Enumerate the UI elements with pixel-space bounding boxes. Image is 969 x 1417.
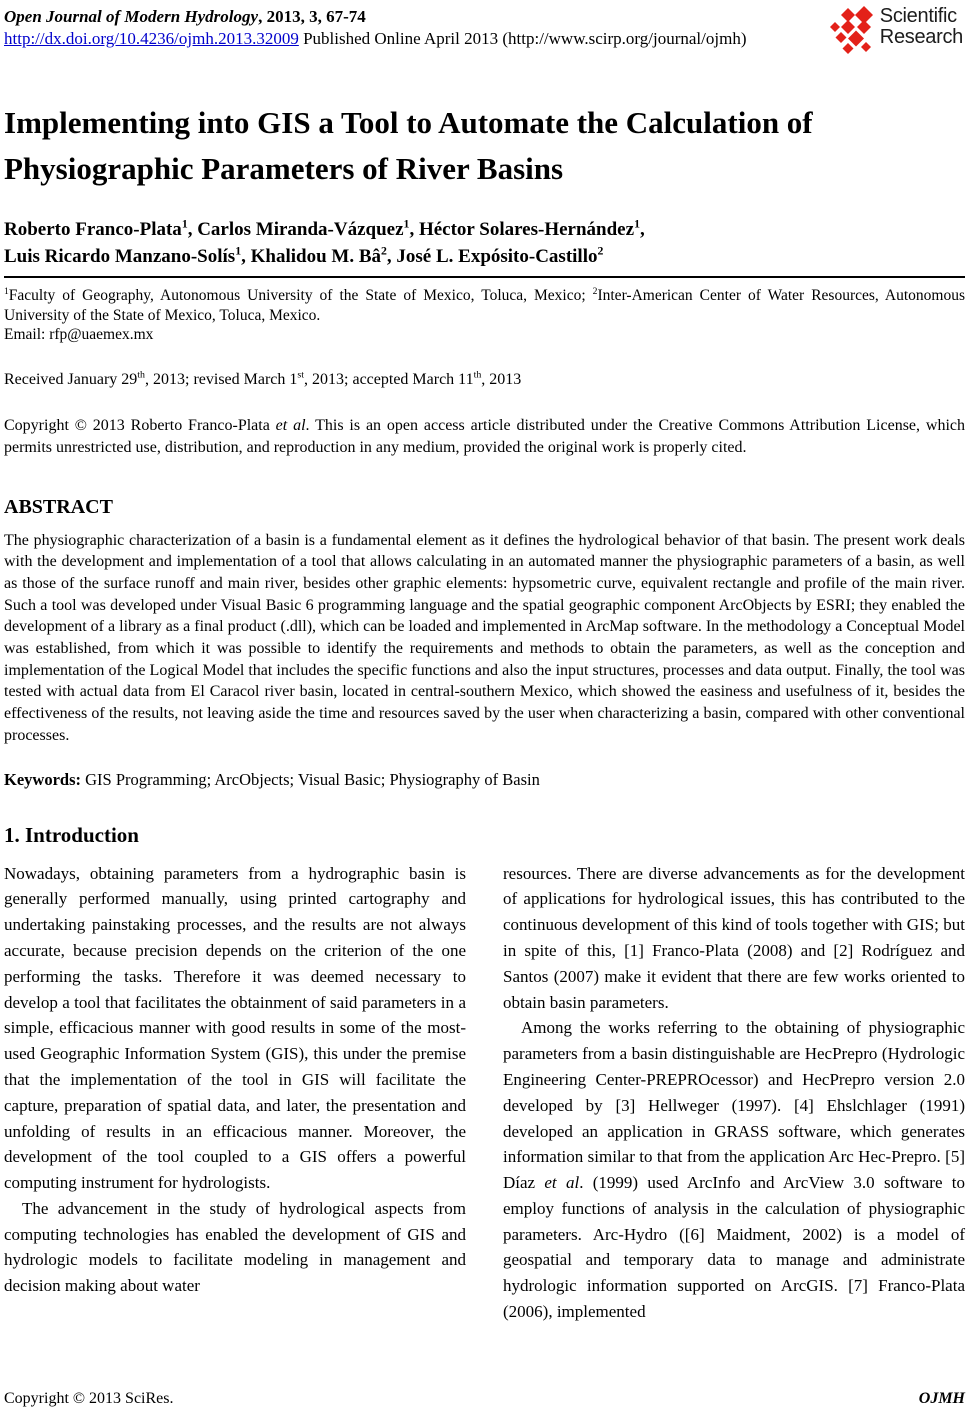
column-right	[503, 861, 965, 1325]
doi-link[interactable]: http://dx.doi.org/10.4236/ojmh.2013.32009	[4, 29, 299, 48]
email-line: Email: rfp@uaemex.mx	[4, 326, 154, 343]
intro-paragraph-2: The advancement in the study of hydrological aspects from computing technologies has enabled the development of GIS and hydrologic models to facilitate modeling in management and decision making about water	[4, 1198, 466, 1296]
authors	[4, 216, 965, 270]
keywords-text: GIS Programming; ArcObjects; Visual Basic; Physiography of Basin	[81, 769, 540, 789]
affiliations: $^1$Faculty of Geography, Autonomous University of the State of Mexico, Toluca, Mexico; $^2$Inter-American Center of Water Resources, Autonomous University of the State of Mexico, Toluca, Mexico.	[4, 285, 966, 324]
received-dates: Received January 29th, 2013; revised March 1st, 2013; accepted March 11th, 2013	[4, 369, 522, 388]
published-line	[4, 28, 746, 50]
column-left	[4, 861, 466, 1325]
published-online-text: Published Online April 2013 (http://www.scirp.org/journal/ojmh)	[298, 29, 747, 48]
authors-line-1: Roberto Franco-Plata$^1$, Carlos Miranda-Vázquez$^1$, Héctor Solares-Hernández$^1$,	[4, 217, 645, 240]
intro-paragraph-4: Among the works referring to the obtaining of physiographic parameters from a basin distinguishable are HecPrepro (Hydrologic Engineering Center-PREPROcessor) and HecPrepro version 2.0 developed by [3] Hellweger (1997). [4] Ehslchlager (1991) developed an application in GRASS software, which generates information similar to that from the application Arc Hec-Prepro. [5] Díaz et al. (1999) used ArcInfo and ArcView 3.0 software to employ functions of analysis in the calculation of physiographic parameters. Arc-Hydro ([6] Maidment, 2002) is a model of geospatial and temporary data to manage and administrate hydrologic information supported on ArcGIS. [7] Franco-Plata (2006), implemented	[503, 1018, 966, 1322]
keywords-line	[4, 769, 965, 790]
journal-info	[4, 6, 746, 50]
abstract-heading: ABSTRACT	[4, 495, 113, 518]
journal-title: Open Journal of Modern Hydrology	[4, 7, 259, 26]
author-divider	[4, 276, 965, 278]
body-columns	[4, 861, 965, 1325]
abstract-text: The physiographic characterization of a basin is a fundamental element as it defines the hydrological behavior of that basin. The present work deals with the development and implementation of a tool that allows calculating in an automated manner the physiographic parameters of a basin, as well as those of the surface runoff and main river, besides other graphic elements: hypsometric curve, equivalent rectangle and profile of the main river. Such a tool was developed under Visual Basic 6 programming language and the spatial geographic component ArcObjects by ESRI; they enabled the development of a library as a final product (.dll), which can be loaded and implemented in ArcMap software. In the methodology a Conceptual Model was established, from which it was possible to identify the requirements and methods to obtain the parameters, as well as the conception and implementation of the Logical Model that includes the specific functions and also the input structures, processes and data output. Finally, the tool was tested with actual data from El Caracol river basin, located in central-southern Mexico, which showed the easiness and usefulness of it, besides the effectiveness of the results, not leaving aside the time and resources saved by the user when characterizing a basin, compared with other conventional processes.	[4, 531, 965, 744]
intro-paragraph-1: Nowadays, obtaining parameters from a hydrographic basin is generally performed manually, using printed cartography and undertaking painstaking processes, and the results are not always accurate, because precision depends on the criterion of the one performing the tasks. Therefore it was deemed necessary to develop a tool that facilitates the obtainment of said parameters in a simple, efficacious manner with good results in some of the most-used Geographic Information System (GIS), this under the premise that the implementation of the tool in GIS will facilitate the capture, preparation of spatial data, and later, the presentation and unfolding of results in an efficacious manner. Moreover, the development of the tool coupled to a GIS offers a powerful computing instrument for hydrologists.	[4, 863, 466, 1193]
keywords-label: Keywords:	[4, 769, 81, 789]
intro-paragraph-3: resources. There are diverse advancements as for the development of applications for hydrological issues, this has contributed to the continuous development of this kind of tools together with GIS; but in spite of this, [1] Franco-Plata (2008) and [2] Rodríguez and Santos (2007) make it evident that there are few works oriented to obtain basin parameters.	[503, 863, 965, 1012]
footer-journal-abbrev: OJMH	[918, 1390, 965, 1407]
journal-title-line	[4, 6, 746, 28]
scientific-research-logo	[826, 6, 963, 56]
logo-text-line2: Research	[879, 26, 963, 48]
authors-line-2: Luis Ricardo Manzano-Solís$^1$, Khalidou M. $Bâ^2$, José L. Expósito-Castillo$^2$	[4, 244, 604, 267]
footer-copyright: Copyright © 2013 SciRes.	[4, 1390, 174, 1407]
logo-text-line1: Scientific	[879, 5, 957, 27]
journal-citation: , 2013, 3, 67-74	[258, 7, 366, 26]
journal-header	[4, 6, 965, 60]
copyright-notice: Copyright © 2013 Roberto Franco-Plata et al. This is an open access article distributed under the Creative Commons Attribution License, which permits unrestricted use, distribution, and reproduction in any medium, provided the original work is properly cited.	[4, 416, 965, 456]
diamond-cluster-icon	[826, 6, 876, 56]
section-heading-introduction: 1. Introduction	[4, 822, 139, 847]
page-footer	[4, 1390, 965, 1408]
paper-title: Implementing into GIS a Tool to Automate the Calculation of Physiographic Parameters of River Basins	[4, 105, 813, 186]
logo-text	[880, 6, 963, 48]
